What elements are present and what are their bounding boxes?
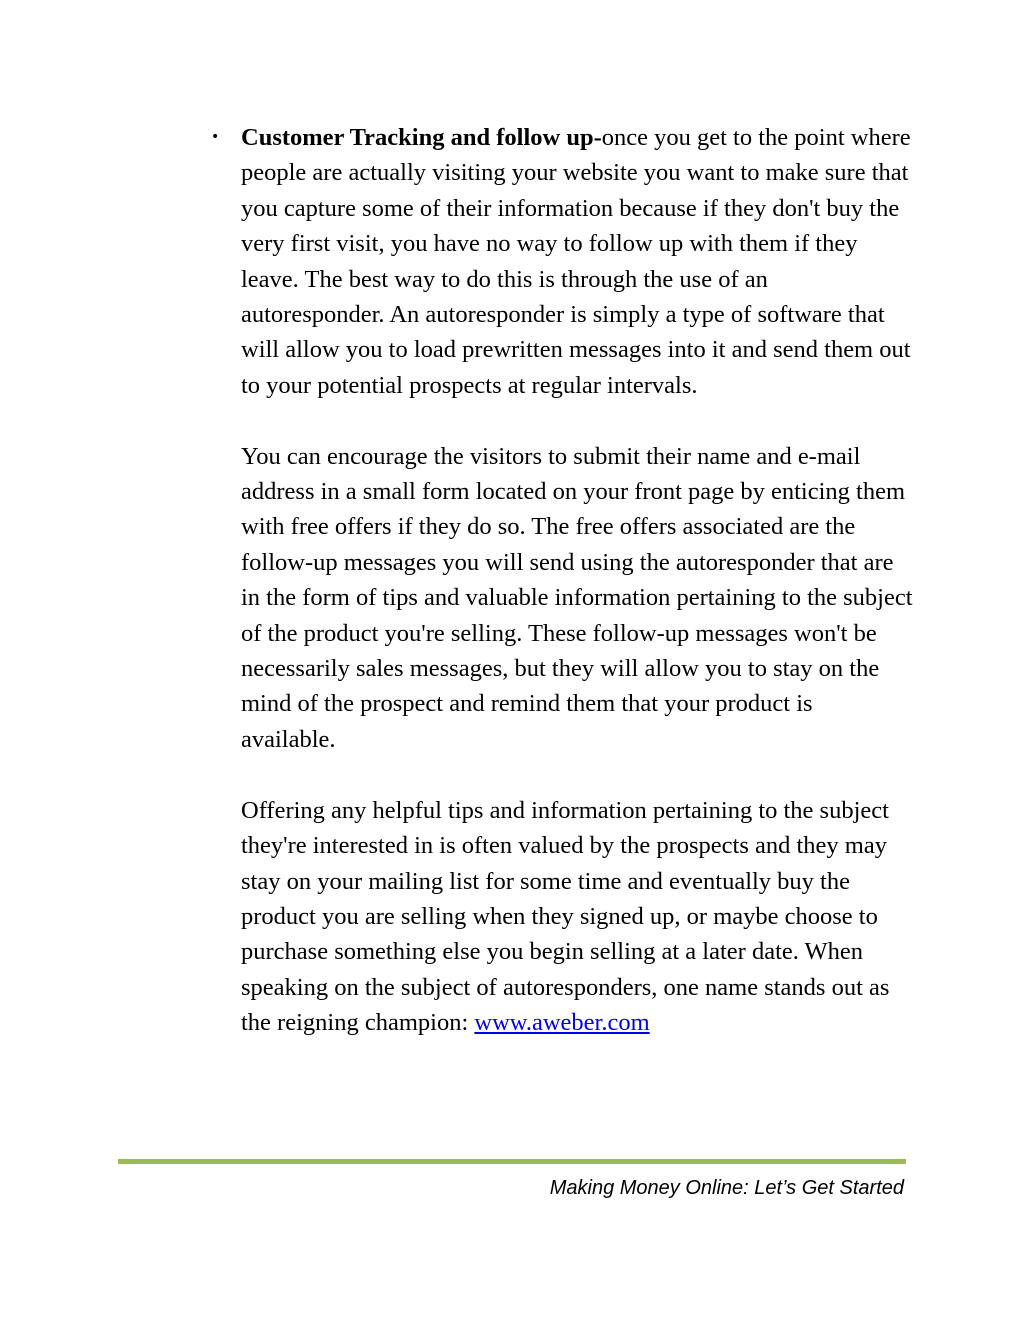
aweber-link[interactable]: www.aweber.com	[474, 1009, 650, 1037]
paragraph-customer-tracking	[211, 120, 913, 403]
paragraph-1-text: once you get to the point where people are actually visiting your website you want to make sure that you capture some of their information because if they don't buy the very first visit, you have no way to follow up with them if they leave. The best way to do this is through the use of an autoresponder. An autoresponder is simply a type of software that will allow you to load prewritten messages into it and send them out to your potential prospects at regular intervals.	[241, 124, 911, 399]
body-content	[211, 120, 913, 1076]
paragraph-3-text: Offering any helpful tips and information pertaining to the subject they're interested in is often valued by the prospects and they may stay on your mailing list for some time and eventually buy the product you are selling when they signed up, or maybe choose to purchase something else you begin selling at a later date. When speaking on the subject of autoresponders, one name stands out as the reigning champion:	[241, 796, 890, 1037]
footer-title: Making Money Online: Let’s Get Started	[549, 1177, 904, 1199]
footer-divider	[118, 1159, 906, 1164]
bullet-icon: •	[211, 129, 220, 145]
paragraph-encourage-visitors: You can encourage the visitors to submit their name and e-mail address in a small form located on your front page by enticing them with free offers if they do so. The free offers associated are the follow-up messages you will send using the autoresponder that are in the form of tips and valuable information pertaining to the subject of the product you're selling. These follow-up messages won't be necessarily sales messages, but they will allow you to stay on the mind of the prospect and remind them that your product is available.	[241, 442, 913, 753]
paragraph-lead-heading: Customer Tracking and follow up-	[241, 124, 602, 151]
paragraph-helpful-tips	[241, 793, 913, 1041]
